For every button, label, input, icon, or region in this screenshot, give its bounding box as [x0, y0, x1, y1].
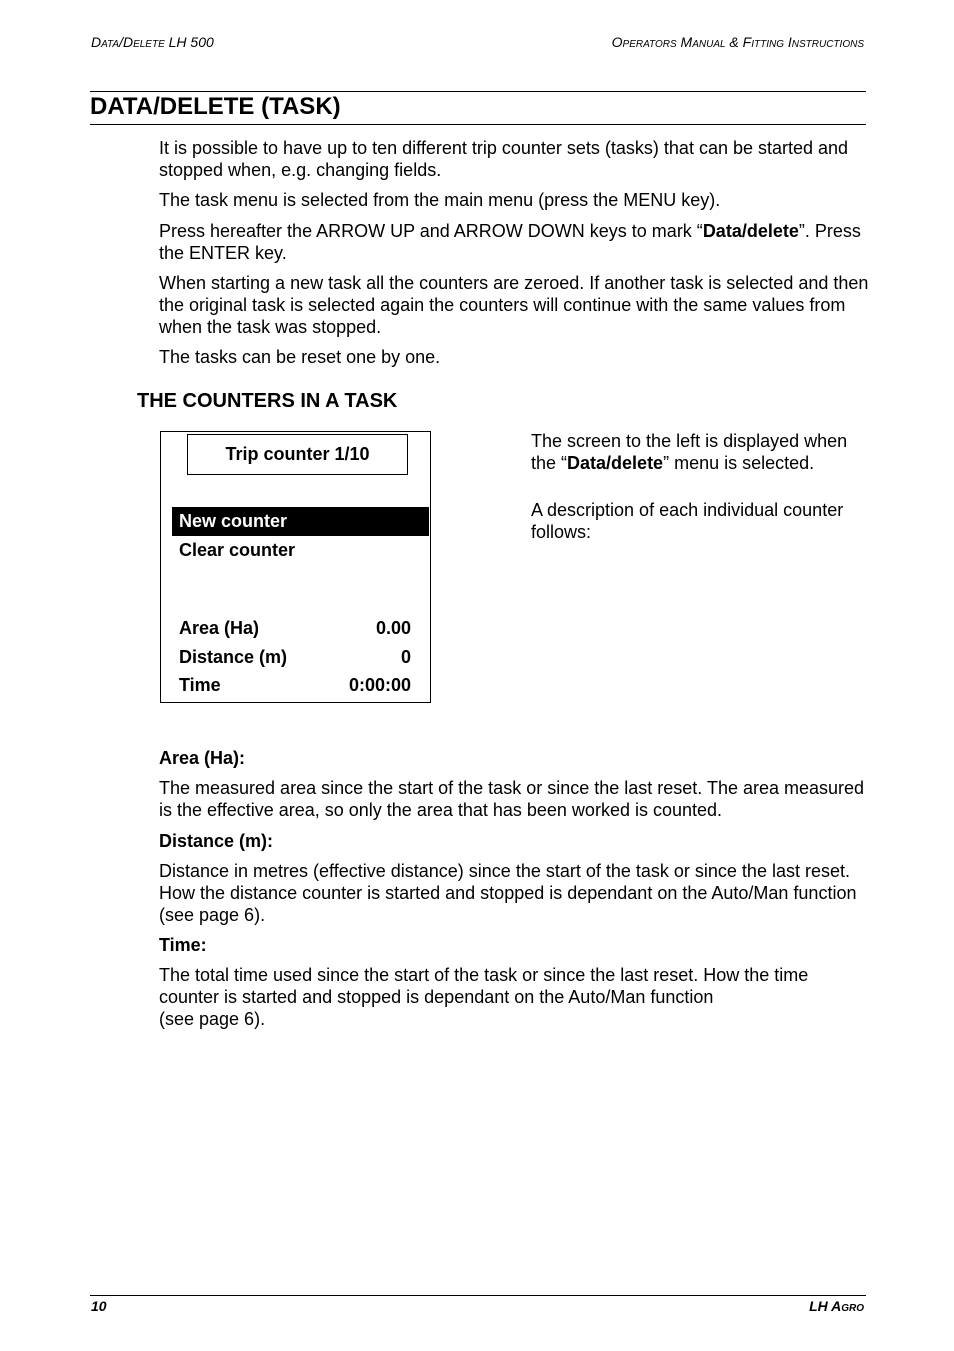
intro-paragraph-3-start: Press hereafter the ARROW UP and ARROW DOWN keys to mark “	[159, 221, 703, 241]
page-title: DATA/DELETE (TASK)	[90, 93, 341, 120]
side-paragraph-1	[531, 430, 851, 474]
section-heading: THE COUNTERS IN A TASK	[137, 390, 398, 412]
title-top-rule	[90, 91, 866, 92]
side-paragraph-2: A description of each individual counter follows:	[531, 500, 844, 542]
intro-paragraph-3-bold: Data/delete	[702, 221, 799, 241]
counter-label: Distance (m)	[179, 647, 288, 667]
definition-text-distance: Distance in metres (effective distance) since the start of the task or since the last reset. How the distance counter is started and stopped is dependant on the Auto/Man function (see page 6).	[159, 861, 857, 925]
side-paragraph-1-bold: Data/delete	[567, 453, 664, 473]
definition-text-time-line-2: (see page 6).	[159, 1009, 266, 1029]
counter-value: 0:00:00	[348, 675, 411, 695]
counter-label: Area (Ha)	[179, 618, 260, 638]
intro-paragraph-2: The task menu is selected from the main menu (press the MENU key).	[159, 190, 721, 210]
definition-text-time	[159, 964, 869, 1030]
page-number: 10	[91, 1298, 107, 1314]
device-screen	[160, 431, 431, 703]
intro-paragraph-4: When starting a new task all the counters are zeroed. If another task is selected and then the original task is selected again the counters will continue with the same values from when the task was stopped.	[159, 273, 869, 337]
counter-value: 0	[400, 647, 411, 667]
side-paragraph-1-end: ” menu is selected.	[663, 453, 815, 473]
footer-rule	[90, 1295, 866, 1296]
menu-item-new-counter: New counter	[172, 507, 429, 536]
intro-paragraph-1: It is possible to have up to ten different trip counter sets (tasks) that can be started and stopped when, e.g. changing fields.	[159, 138, 849, 180]
footer-brand: LH Agro	[809, 1298, 864, 1314]
intro-paragraph-3-end: ”. Press the ENTER key.	[159, 221, 861, 263]
definition-term-area: Area (Ha):	[159, 748, 246, 768]
definition-text-area: The measured area since the start of the task or since the last reset. The area measured is the effective area, so only the area that has been worked is counted.	[159, 778, 865, 820]
running-header-left: Data/Delete LH 500	[91, 34, 214, 50]
title-bottom-rule	[90, 124, 866, 125]
counter-value: 0.00	[375, 618, 411, 638]
definition-term-time: Time:	[159, 935, 207, 955]
intro-paragraph-3	[159, 220, 869, 264]
running-header-right: Operators Manual & Fitting Instructions	[611, 34, 864, 50]
side-paragraph-1-start: The screen to the left is displayed when the “	[531, 431, 848, 473]
definition-text-time-line-1: The total time used since the start of the task or since the last reset. How the time counter is started and stopped is dependant on the Auto/Man function	[159, 965, 809, 1007]
definition-term-distance: Distance (m):	[159, 831, 274, 851]
menu-item-clear-counter: Clear counter	[179, 540, 296, 560]
screen-title: Trip counter 1/10	[187, 434, 408, 475]
counter-label: Time	[179, 675, 221, 695]
intro-paragraph-5: The tasks can be reset one by one.	[159, 347, 441, 367]
